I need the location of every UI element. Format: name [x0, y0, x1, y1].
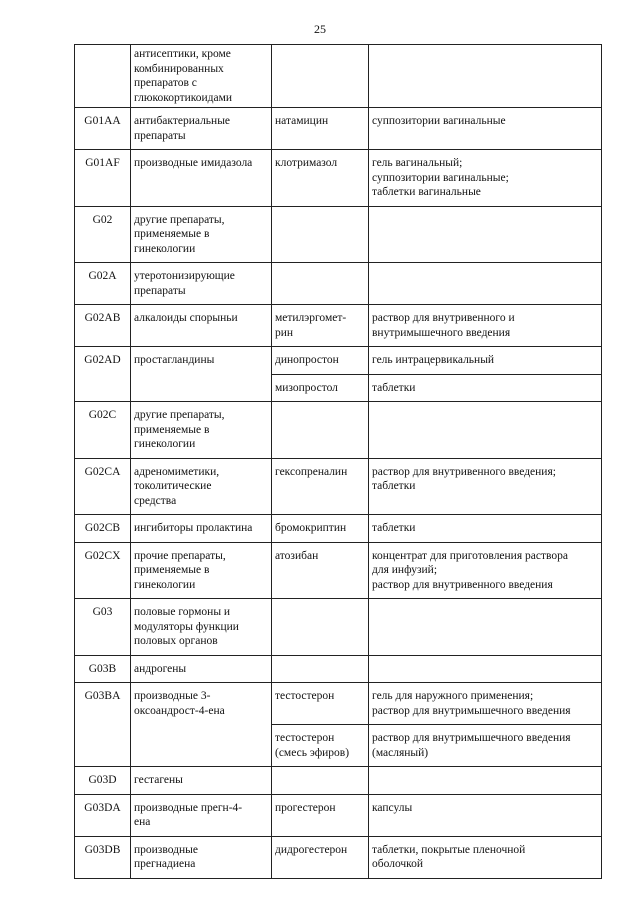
group-name: адреномиметики, токолитические средства — [131, 458, 272, 515]
dosage-form — [369, 402, 602, 459]
dosage-form: раствор для внутримышечного введения (масляный) — [369, 725, 602, 767]
drug-name: мизопростол — [272, 374, 369, 402]
group-name: другие препараты, применяемые в гинекологии — [131, 402, 272, 459]
dosage-form: таблетки, покрытые пленочной оболочкой — [369, 836, 602, 878]
group-name: утеротонизирующие препараты — [131, 263, 272, 305]
drug-name — [272, 655, 369, 683]
group-name: алкалоиды спорыньи — [131, 305, 272, 347]
table-row — [75, 263, 602, 305]
dosage-form: гель вагинальный; суппозитории вагинальные; таблетки вагинальные — [369, 150, 602, 207]
table-row — [75, 655, 602, 683]
drug-name — [272, 402, 369, 459]
atc-code: G02 — [75, 206, 131, 263]
dosage-form: раствор для внутривенного введения; таблетки — [369, 458, 602, 515]
dosage-form: гель интрацервикальный — [369, 347, 602, 375]
table-row — [75, 347, 602, 375]
dosage-form: гель для наружного применения; раствор для внутримышечного введения — [369, 683, 602, 725]
atc-code: G03D — [75, 767, 131, 795]
atc-code: G01AA — [75, 108, 131, 150]
group-name: антисептики, кроме комбинированных препаратов с глюкокортикоидами — [131, 45, 272, 108]
dosage-form: капсулы — [369, 794, 602, 836]
group-name: ингибиторы пролактина — [131, 515, 272, 543]
group-name: производные прегнадиена — [131, 836, 272, 878]
atc-code: G03BA — [75, 683, 131, 767]
drug-name: бромокриптин — [272, 515, 369, 543]
drug-name: дидрогестерон — [272, 836, 369, 878]
table-row — [75, 767, 602, 795]
drug-name: натамицин — [272, 108, 369, 150]
group-name: андрогены — [131, 655, 272, 683]
table-row — [75, 206, 602, 263]
table-row — [75, 683, 602, 725]
table-row — [75, 305, 602, 347]
drug-name: тестостерон (смесь эфиров) — [272, 725, 369, 767]
drug-name: прогестерон — [272, 794, 369, 836]
atc-code: G02A — [75, 263, 131, 305]
table-row — [75, 150, 602, 207]
atc-code: G02CX — [75, 542, 131, 599]
drug-name — [272, 263, 369, 305]
atc-code: G02C — [75, 402, 131, 459]
drug-name: атозибан — [272, 542, 369, 599]
group-name: прочие препараты, применяемые в гинекологии — [131, 542, 272, 599]
atc-code: G01AF — [75, 150, 131, 207]
atc-code: G02AD — [75, 347, 131, 402]
dosage-form — [369, 767, 602, 795]
group-name: производные 3- оксоандрост-4-ена — [131, 683, 272, 767]
drug-name: динопростон — [272, 347, 369, 375]
dosage-form: таблетки — [369, 515, 602, 543]
group-name: производные имидазола — [131, 150, 272, 207]
table-row — [75, 45, 602, 108]
dosage-form: таблетки — [369, 374, 602, 402]
dosage-form — [369, 655, 602, 683]
drug-name — [272, 45, 369, 108]
atc-code: G03DA — [75, 794, 131, 836]
group-name: половые гормоны и модуляторы функции половых органов — [131, 599, 272, 656]
drug-name: метилэргомет- рин — [272, 305, 369, 347]
table-row — [75, 108, 602, 150]
group-name: гестагены — [131, 767, 272, 795]
atc-code: G02CA — [75, 458, 131, 515]
group-name: антибактериальные препараты — [131, 108, 272, 150]
drug-name: гексопреналин — [272, 458, 369, 515]
table-row — [75, 515, 602, 543]
drug-name: тестостерон — [272, 683, 369, 725]
dosage-form — [369, 599, 602, 656]
atc-code: G03B — [75, 655, 131, 683]
table-row — [75, 599, 602, 656]
dosage-form: раствор для внутривенного и внутримышечного введения — [369, 305, 602, 347]
drug-classification-table — [74, 44, 602, 879]
dosage-form — [369, 45, 602, 108]
dosage-form — [369, 206, 602, 263]
drug-name — [272, 767, 369, 795]
atc-code: G03 — [75, 599, 131, 656]
group-name: производные прегн-4- ена — [131, 794, 272, 836]
group-name: другие препараты, применяемые в гинекологии — [131, 206, 272, 263]
table-row — [75, 794, 602, 836]
drug-name — [272, 599, 369, 656]
dosage-form — [369, 263, 602, 305]
table-row — [75, 458, 602, 515]
dosage-form: суппозитории вагинальные — [369, 108, 602, 150]
atc-code — [75, 45, 131, 108]
table-row — [75, 542, 602, 599]
atc-code: G02CB — [75, 515, 131, 543]
table-row — [75, 402, 602, 459]
dosage-form: концентрат для приготовления раствора для инфузий; раствор для внутривенного введения — [369, 542, 602, 599]
drug-name: клотримазол — [272, 150, 369, 207]
atc-code: G02AB — [75, 305, 131, 347]
atc-code: G03DB — [75, 836, 131, 878]
table-row — [75, 836, 602, 878]
group-name: простагландины — [131, 347, 272, 402]
page-number: 25 — [314, 22, 326, 36]
drug-name — [272, 206, 369, 263]
